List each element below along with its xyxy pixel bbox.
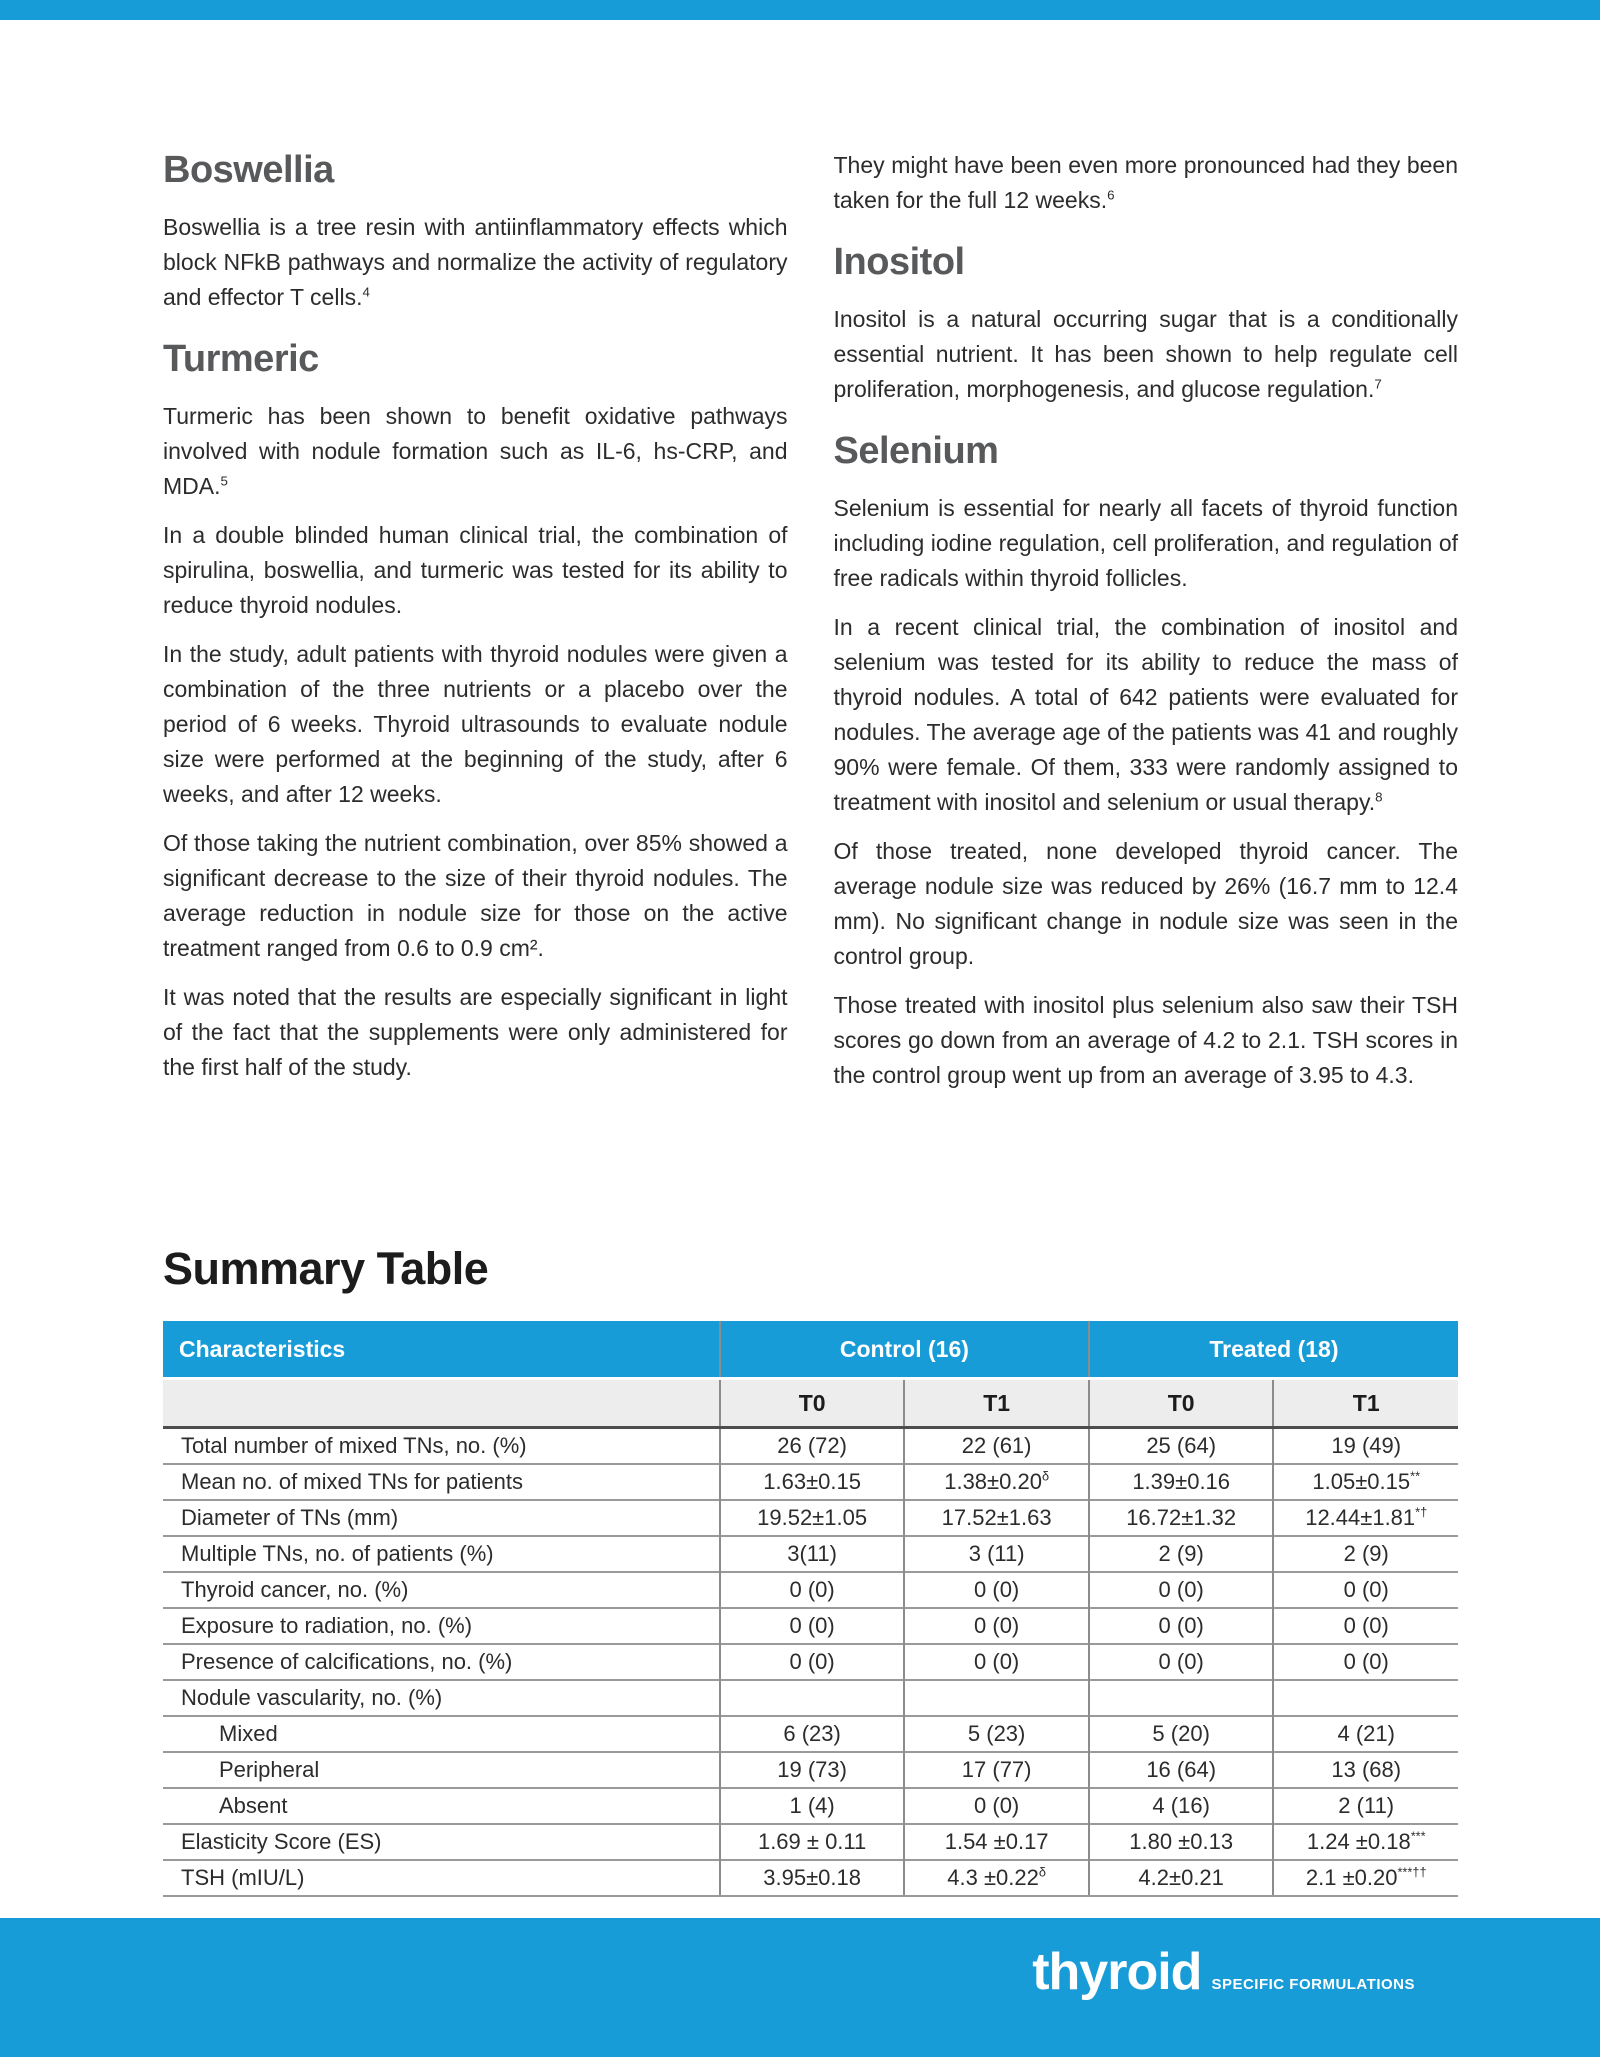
row-label: Peripheral <box>163 1752 720 1788</box>
top-accent-bar <box>0 0 1600 20</box>
table-cell: 6 (23) <box>720 1716 905 1752</box>
table-cell: 0 (0) <box>1273 1608 1458 1644</box>
summary-table-title: Summary Table <box>163 1243 489 1294</box>
table-cell: 19 (49) <box>1273 1428 1458 1465</box>
right-column <box>834 148 1459 1107</box>
table-row <box>163 1716 1458 1752</box>
table-cell: 26 (72) <box>720 1428 905 1465</box>
subheader-empty <box>163 1379 720 1428</box>
table-subheader-row <box>163 1379 1458 1428</box>
significance-marker: ** <box>1410 1468 1421 1484</box>
column-header-control: Control (16) <box>720 1321 1089 1379</box>
paragraph: It was noted that the results are especially significant in light of the fact that the supplements were only administered for the first half of the study. <box>163 984 788 1080</box>
table-row <box>163 1752 1458 1788</box>
row-label: Absent <box>163 1788 720 1824</box>
table-cell <box>1089 1680 1274 1716</box>
paragraph: Inositol is a natural occurring sugar that is a conditionally essential nutrient. It has been shown to help regulate cell proliferation, morphogenesis, and glucose regulation.$^7$ <box>833 306 1458 402</box>
two-column-body <box>163 148 1458 1107</box>
table-cell: 1.63±0.15 <box>720 1464 905 1500</box>
table-row <box>163 1680 1458 1716</box>
table-cell: 5 (23) <box>904 1716 1089 1752</box>
row-label: Presence of calcifications, no. (%) <box>163 1644 720 1680</box>
table-row <box>163 1644 1458 1680</box>
table-cell: 1.54 ±0.17 <box>904 1824 1089 1860</box>
table-cell: 0 (0) <box>904 1608 1089 1644</box>
table-cell: $4.3 \pm 0.22^\delta$ <box>904 1860 1089 1896</box>
significance-marker: *† <box>1415 1504 1428 1520</box>
table-cell: 0 (0) <box>720 1608 905 1644</box>
table-cell: 3(11) <box>720 1536 905 1572</box>
row-label: Diameter of TNs (mm) <box>163 1500 720 1536</box>
table-cell: 0 (0) <box>1089 1644 1274 1680</box>
footnote-ref: 4 <box>362 284 370 300</box>
table-cell <box>720 1680 905 1716</box>
table-cell: 1 (4) <box>720 1788 905 1824</box>
row-label: Total number of mixed TNs, no. (%) <box>163 1428 720 1465</box>
table-cell: 4.2±0.21 <box>1089 1860 1274 1896</box>
row-label: Exposure to radiation, no. (%) <box>163 1608 720 1644</box>
row-label: Mixed <box>163 1716 720 1752</box>
table-cell: 0 (0) <box>1273 1644 1458 1680</box>
table-cell: 0 (0) <box>904 1644 1089 1680</box>
significance-marker: *** <box>1410 1828 1426 1844</box>
summary-table <box>163 1321 1458 1897</box>
table-cell: 17.52±1.63 <box>904 1500 1089 1536</box>
section-heading: Boswellia <box>163 149 334 191</box>
table-cell: 4 (21) <box>1273 1716 1458 1752</box>
row-label: Mean no. of mixed TNs for patients <box>163 1464 720 1500</box>
table-cell: 3 (11) <box>904 1536 1089 1572</box>
table-cell: 19 (73) <box>720 1752 905 1788</box>
paragraph: They might have been even more pronounced had they been taken for the full 12 weeks.$^6$ <box>833 152 1458 213</box>
footnote-ref: 6 <box>1107 187 1115 203</box>
table-cell: 0 (0) <box>1273 1572 1458 1608</box>
subheader-treated-t0: T0 <box>1089 1379 1274 1428</box>
subheader-control-t1: T1 <box>904 1379 1089 1428</box>
table-cell: 13 (68) <box>1273 1752 1458 1788</box>
significance-marker: ***†† <box>1397 1864 1427 1880</box>
paragraph: In the study, adult patients with thyroid nodules were given a combination of the three nutrients or a placebo over the period of 6 weeks. Thyroid ultrasounds to evaluate nodule size were performed at the beginning of the study, after 6 weeks, and after 12 weeks. <box>163 641 788 807</box>
table-row <box>163 1860 1458 1896</box>
paragraph: Of those treated, none developed thyroid cancer. The average nodule size was reduced by 26% (16.7 mm to 12.4 mm). No significant change in nodule size was seen in the control group. <box>833 838 1458 969</box>
paragraph: Boswellia is a tree resin with antiinflammatory effects which block NFkB pathways and normalize the activity of regulatory and effector T cells.$^4$ <box>163 214 788 310</box>
column-header-characteristics: Characteristics <box>163 1321 720 1379</box>
left-column <box>163 148 788 1107</box>
table-row <box>163 1824 1458 1860</box>
table-row <box>163 1608 1458 1644</box>
table-row <box>163 1788 1458 1824</box>
table-cell: 0 (0) <box>904 1572 1089 1608</box>
table-cell: 16 (64) <box>1089 1752 1274 1788</box>
table-cell: 1.80 ±0.13 <box>1089 1824 1274 1860</box>
table-cell: 0 (0) <box>720 1644 905 1680</box>
table-cell: 2.1 ±0.20***†† <box>1273 1860 1458 1896</box>
significance-marker: δ <box>1041 1468 1050 1484</box>
table-cell: 19.52±1.05 <box>720 1500 905 1536</box>
footnote-ref: 7 <box>1374 376 1382 392</box>
row-label: Elasticity Score (ES) <box>163 1824 720 1860</box>
table-cell: 2 (11) <box>1273 1788 1458 1824</box>
section-heading: Inositol <box>833 241 965 283</box>
section-heading: Selenium <box>833 430 999 472</box>
paragraph: In a recent clinical trial, the combination of inositol and selenium was tested for its ability to reduce the mass of thyroid nodules. A total of 642 patients were evaluated for nodules. The average age of the patients was 41 and roughly 90% were female. Of them, 333 were randomly assigned to treatment with inositol and selenium or usual therapy.$^8$ <box>833 614 1458 815</box>
table-cell: 1.05±0.15** <box>1273 1464 1458 1500</box>
table-cell: 5 (20) <box>1089 1716 1274 1752</box>
table-row <box>163 1572 1458 1608</box>
table-row <box>163 1464 1458 1500</box>
table-row <box>163 1500 1458 1536</box>
table-cell: 1.39±0.16 <box>1089 1464 1274 1500</box>
section-heading: Turmeric <box>163 338 319 380</box>
brand-tagline: SPECIFIC FORMULATIONS <box>1211 1976 1415 1993</box>
table-cell: 4 (16) <box>1089 1788 1274 1824</box>
table-cell: 0 (0) <box>1089 1608 1274 1644</box>
paragraph: Turmeric has been shown to benefit oxidative pathways involved with nodule formation such as IL-6, hs-CRP, and MDA.$^5$ <box>163 403 788 499</box>
paragraph: In a double blinded human clinical trial, the combination of spirulina, boswellia, and turmeric was tested for its ability to reduce thyroid nodules. <box>163 522 788 618</box>
table-cell: 3.95±0.18 <box>720 1860 905 1896</box>
table-cell: 2 (9) <box>1089 1536 1274 1572</box>
table-cell: 12.44±1.81*† <box>1273 1500 1458 1536</box>
table-cell: 1.24 ±0.18*** <box>1273 1824 1458 1860</box>
paragraph: Selenium is essential for nearly all facets of thyroid function including iodine regulation, cell proliferation, and regulation of free radicals within thyroid follicles. <box>833 495 1458 591</box>
table-cell: 17 (77) <box>904 1752 1089 1788</box>
table-cell <box>1273 1680 1458 1716</box>
footnote-ref: 8 <box>1375 789 1383 805</box>
table-cell: 22 (61) <box>904 1428 1089 1465</box>
row-label: Thyroid cancer, no. (%) <box>163 1572 720 1608</box>
table-row <box>163 1428 1458 1465</box>
row-label: Nodule vascularity, no. (%) <box>163 1680 720 1716</box>
paragraph: Of those taking the nutrient combination, over 85% showed a significant decrease to the size of their thyroid nodules. The average reduction in nodule size for those on the active treatment ranged from 0.6 to 0.9 cm². <box>163 830 788 961</box>
table-group-header-row <box>163 1321 1458 1379</box>
brand-logo-text: thyroid <box>1032 1943 1202 2001</box>
subheader-treated-t1: T1 <box>1273 1379 1458 1428</box>
table-cell: 0 (0) <box>720 1572 905 1608</box>
table-cell: 1.69 ± 0.11 <box>720 1824 905 1860</box>
table-cell: 2 (9) <box>1273 1536 1458 1572</box>
table-cell: 25 (64) <box>1089 1428 1274 1465</box>
column-header-treated: Treated (18) <box>1089 1321 1458 1379</box>
footnote-ref: 5 <box>220 473 228 489</box>
table-cell: $1.38\pm 0.20^\delta$ <box>904 1464 1089 1500</box>
table-cell: 16.72±1.32 <box>1089 1500 1274 1536</box>
subheader-control-t0: T0 <box>720 1379 905 1428</box>
row-label: TSH (mIU/L) <box>163 1860 720 1896</box>
row-label: Multiple TNs, no. of patients (%) <box>163 1536 720 1572</box>
table-cell: 0 (0) <box>904 1788 1089 1824</box>
table-cell: 0 (0) <box>1089 1572 1274 1608</box>
table-cell <box>904 1680 1089 1716</box>
summary-section <box>163 1243 1458 1897</box>
significance-marker: δ <box>1038 1864 1046 1880</box>
table-row <box>163 1536 1458 1572</box>
footer-band <box>0 1918 1600 2057</box>
brand-logo <box>1032 1943 1415 2001</box>
paragraph: Those treated with inositol plus selenium also saw their TSH scores go down from an average of 4.2 to 2.1. TSH scores in the control group went up from an average of 3.95 to 4.3. <box>833 992 1458 1088</box>
